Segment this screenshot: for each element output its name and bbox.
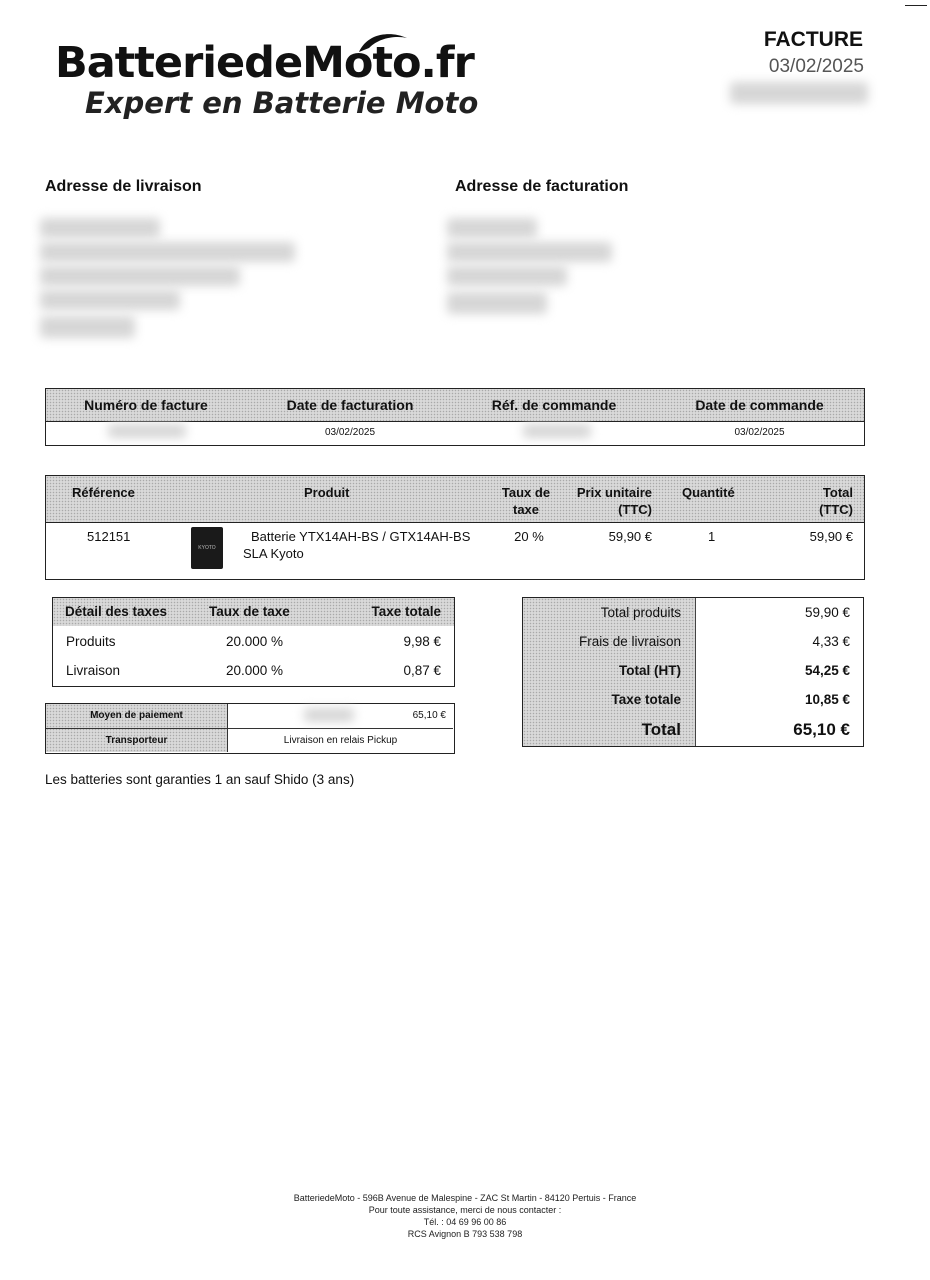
invoice-info-row	[45, 421, 865, 446]
tax-row-rate: 20.000 %	[226, 663, 284, 678]
document-date: 03/02/2025	[768, 56, 864, 77]
payment-amount: 65,10 €	[412, 710, 446, 721]
order-date-header: Date de commande	[695, 397, 824, 413]
tax-total-col-header: Taxe totale	[371, 604, 441, 619]
billing-address-title: Adresse de facturation	[455, 178, 629, 195]
brand-tagline: Expert en Batterie Moto	[85, 86, 479, 120]
footer-rcs: RCS Avignon B 793 538 798	[407, 1229, 523, 1239]
product-header: Produit	[304, 485, 350, 500]
carrier-value: Livraison en relais Pickup	[283, 735, 398, 746]
order-date-value: 03/02/2025	[734, 427, 785, 438]
total-tax-value: 10,85 €	[804, 692, 850, 707]
reference-header: Référence	[72, 485, 135, 500]
tax-row-label: Produits	[66, 634, 116, 649]
product-reference: 512151	[87, 529, 131, 544]
product-unit-price: 59,90 €	[608, 529, 652, 544]
corner-line	[905, 5, 927, 6]
tax-row-amount: 9,98 €	[403, 634, 441, 649]
grand-total-value: 65,10 €	[793, 720, 850, 739]
battery-product-image: KYOTO	[191, 527, 223, 569]
product-tax-rate: 20 %	[514, 529, 544, 544]
total-header: Total (TTC)	[819, 485, 853, 517]
shipping-fees-value: 4,33 €	[812, 634, 850, 649]
total-ht-value: 54,25 €	[804, 663, 850, 678]
document-title: FACTURE	[763, 28, 863, 51]
footer-address: BatteriedeMoto - 596B Avenue de Malespine - ZAC St Martin - 84120 Pertuis - France	[293, 1193, 637, 1203]
order-ref-header: Réf. de commande	[491, 397, 617, 413]
brand-logo: BatteriedeMoto.fr	[55, 38, 474, 88]
tax-row-label: Livraison	[66, 663, 121, 678]
invoice-info-header	[45, 388, 865, 422]
helmet-swoosh-icon	[355, 28, 415, 58]
tax-rate-col-header: Taux de taxe	[209, 604, 290, 619]
footer-phone: Tél. : 04 69 96 00 86	[423, 1217, 507, 1227]
tax-row-rate: 20.000 %	[226, 634, 284, 649]
product-row	[45, 521, 865, 580]
carrier-label: Transporteur	[105, 735, 168, 746]
redacted-delivery-address	[40, 218, 300, 348]
redacted-invoice-number	[730, 82, 868, 104]
payment-table	[45, 703, 455, 754]
grand-total-label: Total	[641, 720, 681, 739]
total-ht-label: Total (HT)	[619, 663, 681, 678]
redacted-payment-method	[304, 708, 354, 722]
delivery-address-title: Adresse de livraison	[45, 178, 202, 195]
total-products-label: Total produits	[600, 605, 681, 620]
payment-method-label: Moyen de paiement	[90, 710, 183, 721]
guarantee-note: Les batteries sont garanties 1 an sauf Shido (3 ans)	[45, 772, 355, 787]
tax-rate-header: Taux de taxe	[501, 485, 551, 517]
invoice-date-header: Date de facturation	[286, 397, 414, 413]
shipping-fees-label: Frais de livraison	[578, 634, 681, 649]
invoice-number-header: Numéro de facture	[84, 397, 208, 413]
redacted-billing-address	[447, 218, 617, 333]
tax-row-amount: 0,87 €	[403, 663, 441, 678]
tax-detail-title: Détail des taxes	[65, 604, 168, 619]
footer-assistance: Pour toute assistance, merci de nous contacter :	[368, 1205, 562, 1215]
invoice-date-value: 03/02/2025	[324, 427, 376, 438]
total-tax-label: Taxe totale	[611, 692, 681, 707]
total-products-value: 59,90 €	[804, 605, 850, 620]
products-table-header	[45, 475, 865, 523]
quantity-header: Quantité	[682, 485, 735, 500]
product-name: Batterie YTX14AH-BS / GTX14AH-BS SLA Kyoto	[243, 529, 471, 561]
redacted-invoice-id	[108, 424, 186, 438]
unit-price-header: Prix unitaire (TTC)	[576, 485, 652, 517]
redacted-order-ref	[523, 424, 591, 438]
product-quantity: 1	[708, 529, 716, 544]
product-total: 59,90 €	[809, 529, 853, 544]
tax-detail-header	[53, 598, 454, 626]
